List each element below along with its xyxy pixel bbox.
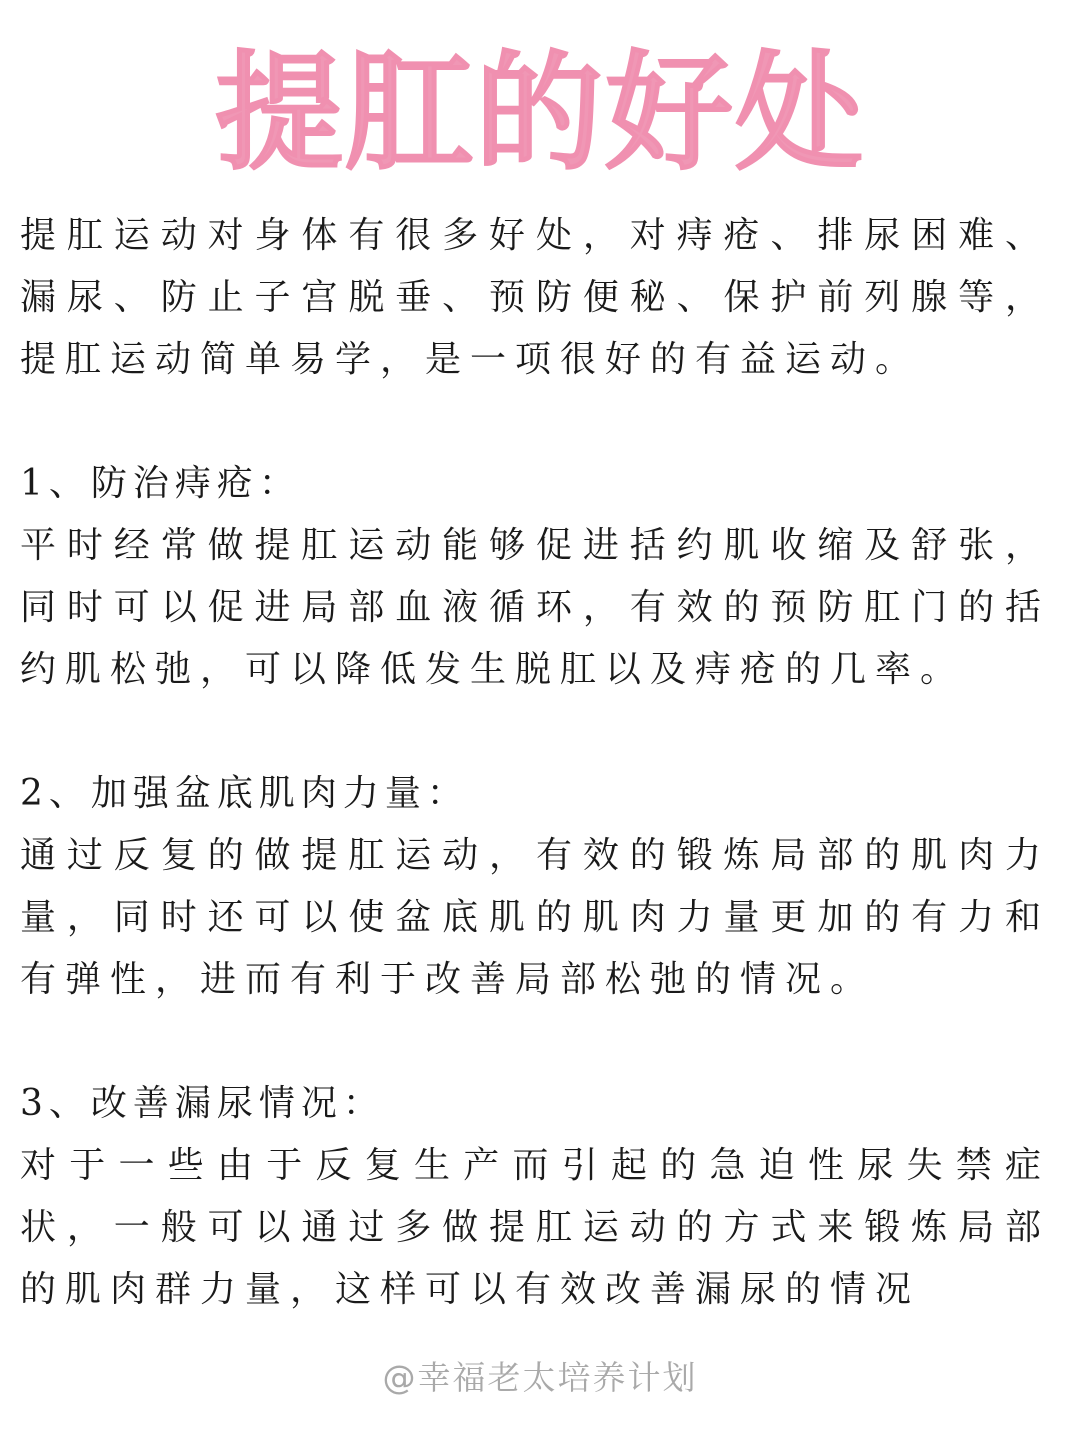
section-2-heading: 2、加强盆底肌肉力量： xyxy=(20,773,469,814)
spacer xyxy=(20,701,1050,763)
spacer xyxy=(20,1011,1050,1073)
page-title: 提肛的好处 xyxy=(214,38,865,188)
spacer xyxy=(20,391,1050,453)
intro-paragraph: 提肛运动对身体有很多好处，对痔疮、排尿困难、漏尿、防止子宫脱垂、预防便秘、保护前列腺等，提肛运动简单易学，是一项很好的有益运动。 xyxy=(20,215,1050,380)
article-body xyxy=(20,205,1050,1321)
section-1-body: 平时经常做提肛运动能够促进括约肌收缩及舒张，同时可以促进局部血液循环，有效的预防肛门的括约肌松弛，可以降低发生脱肛以及痔疮的几率。 xyxy=(20,525,1050,690)
section-2-body: 通过反复的做提肛运动，有效的锻炼局部的肌肉力量，同时还可以使盆底肌的肌肉力量更加的有力和有弹性，进而有利于改善局部松弛的情况。 xyxy=(20,835,1050,1000)
section-3-body: 对于一些由于反复生产而引起的急迫性尿失禁症状，一般可以通过多做提肛运动的方式来锻炼局部的肌肉群力量，这样可以有效改善漏尿的情况 xyxy=(20,1145,1050,1310)
section-3-heading: 3、改善漏尿情况： xyxy=(20,1083,385,1124)
section-1-heading: 1、防治痔疮： xyxy=(20,463,301,504)
author-watermark: @幸福老太培养计划 xyxy=(382,1358,698,1397)
